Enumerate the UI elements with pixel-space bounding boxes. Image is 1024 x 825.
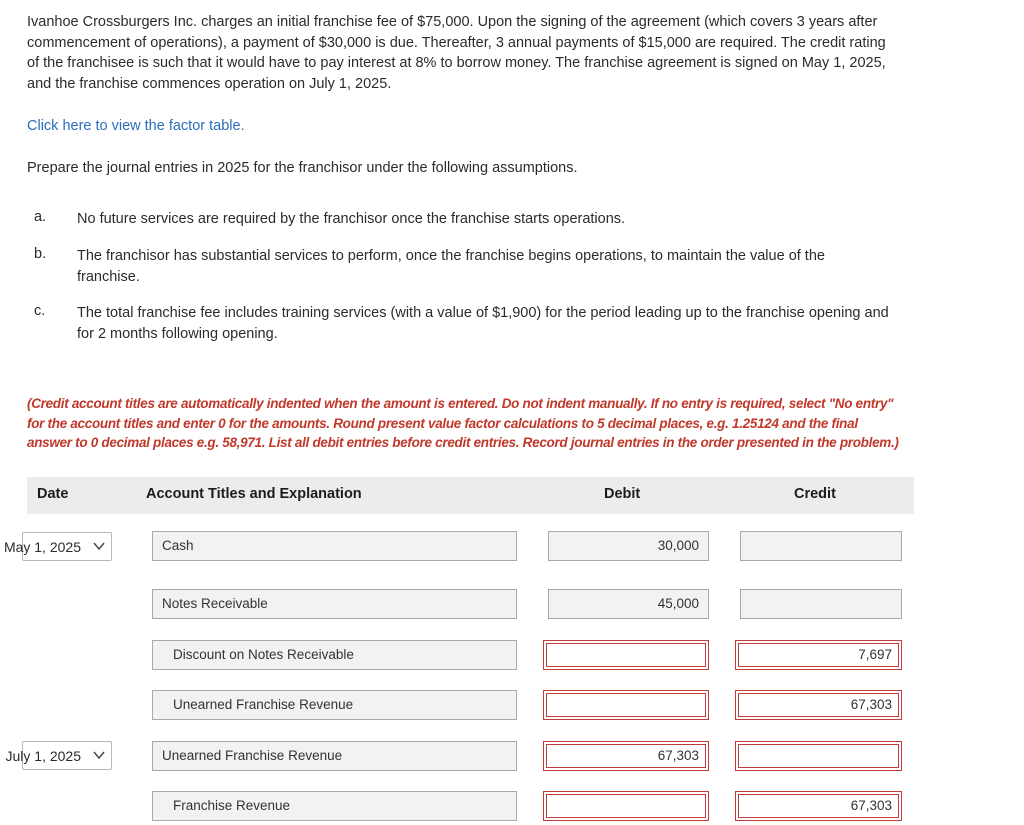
credit-field-row2[interactable] <box>740 589 902 619</box>
instruction-line: for the account titles and enter 0 for the amounts. Round present value factor calculations to 5 decimal places, e.g. 1.25124 and the final <box>27 415 858 431</box>
instruction-line: answer to 0 decimal places e.g. 58,971. List all debit entries before credit entries. Record journal entries in the order presented in the problem.) <box>27 435 899 450</box>
instruction-line: (Credit account titles are automatically indented when the amount is entered. Do not indent manually. If no entry is required, select "No entry" <box>27 396 894 411</box>
debit-field-row2[interactable]: 45,000 <box>548 589 709 619</box>
debit-field-row6[interactable] <box>543 791 709 821</box>
debit-field-row5[interactable]: 67,303 <box>543 741 709 771</box>
credit-field-row1[interactable] <box>740 531 902 561</box>
chevron-down-icon <box>93 541 105 551</box>
date-select-row1[interactable] <box>3 532 112 561</box>
problem-line: and the franchise commences operation on July 1, 2025. <box>27 75 392 92</box>
credit-field-row6[interactable]: 67,303 <box>735 791 902 821</box>
chevron-down-icon <box>93 750 105 760</box>
problem-statement <box>27 12 917 94</box>
header-credit: Credit <box>794 486 836 502</box>
date-select-value: May 1, 2025 <box>3 539 81 555</box>
option-a-letter: a. <box>34 209 47 225</box>
option-b-letter: b. <box>34 246 47 262</box>
option-c-letter: c. <box>34 303 46 319</box>
account-field-row6[interactable]: Franchise Revenue <box>152 791 517 821</box>
prepare-instruction: Prepare the journal entries in 2025 for the franchisor under the following assumptions. <box>27 160 578 176</box>
header-account: Account Titles and Explanation <box>146 486 362 502</box>
debit-field-row3[interactable] <box>543 640 709 670</box>
problem-line: Ivanhoe Crossburgers Inc. charges an initial franchise fee of $75,000. Upon the signing of the agreement (which covers 3 years after <box>27 14 878 30</box>
debit-field-row4[interactable] <box>543 690 709 720</box>
debit-field-row1[interactable]: 30,000 <box>548 531 709 561</box>
credit-field-row3[interactable]: 7,697 <box>735 640 902 670</box>
journal-table-header <box>27 477 914 514</box>
problem-line: commencement of operations), a payment of $30,000 is due. Thereafter, 3 annual payments of $15,000 are required. The credit rating <box>27 34 886 51</box>
option-a-text: No future services are required by the franchisor once the franchise starts operations. <box>77 211 626 227</box>
date-select-row5[interactable] <box>5 741 112 770</box>
factor-table-link[interactable]: Click here to view the factor table. <box>27 118 245 134</box>
account-field-row3[interactable]: Discount on Notes Receivable <box>152 640 517 670</box>
header-debit: Debit <box>604 486 641 502</box>
header-date: Date <box>37 486 69 502</box>
problem-line: of the franchisee is such that it would have to pay interest at 8% to borrow money. The franchise agreement is signed on May 1, 2025, <box>27 55 886 71</box>
account-field-row4[interactable]: Unearned Franchise Revenue <box>152 690 517 720</box>
option-b-text: The franchisor has substantial services to perform, once the franchise begins operations, to maintain the value of the franchise. <box>77 248 825 285</box>
entry-instructions <box>27 394 912 453</box>
option-c-text: The total franchise fee includes training services (with a value of $1,900) for the period leading up to the franchise opening and for 2 months following opening. <box>77 305 889 342</box>
credit-field-row4[interactable]: 67,303 <box>735 690 902 720</box>
date-select-value: July 1, 2025 <box>5 748 81 764</box>
account-field-row1[interactable]: Cash <box>152 531 517 561</box>
account-field-row2[interactable]: Notes Receivable <box>152 589 517 619</box>
credit-field-row5[interactable] <box>735 741 902 771</box>
account-field-row5[interactable]: Unearned Franchise Revenue <box>152 741 517 771</box>
